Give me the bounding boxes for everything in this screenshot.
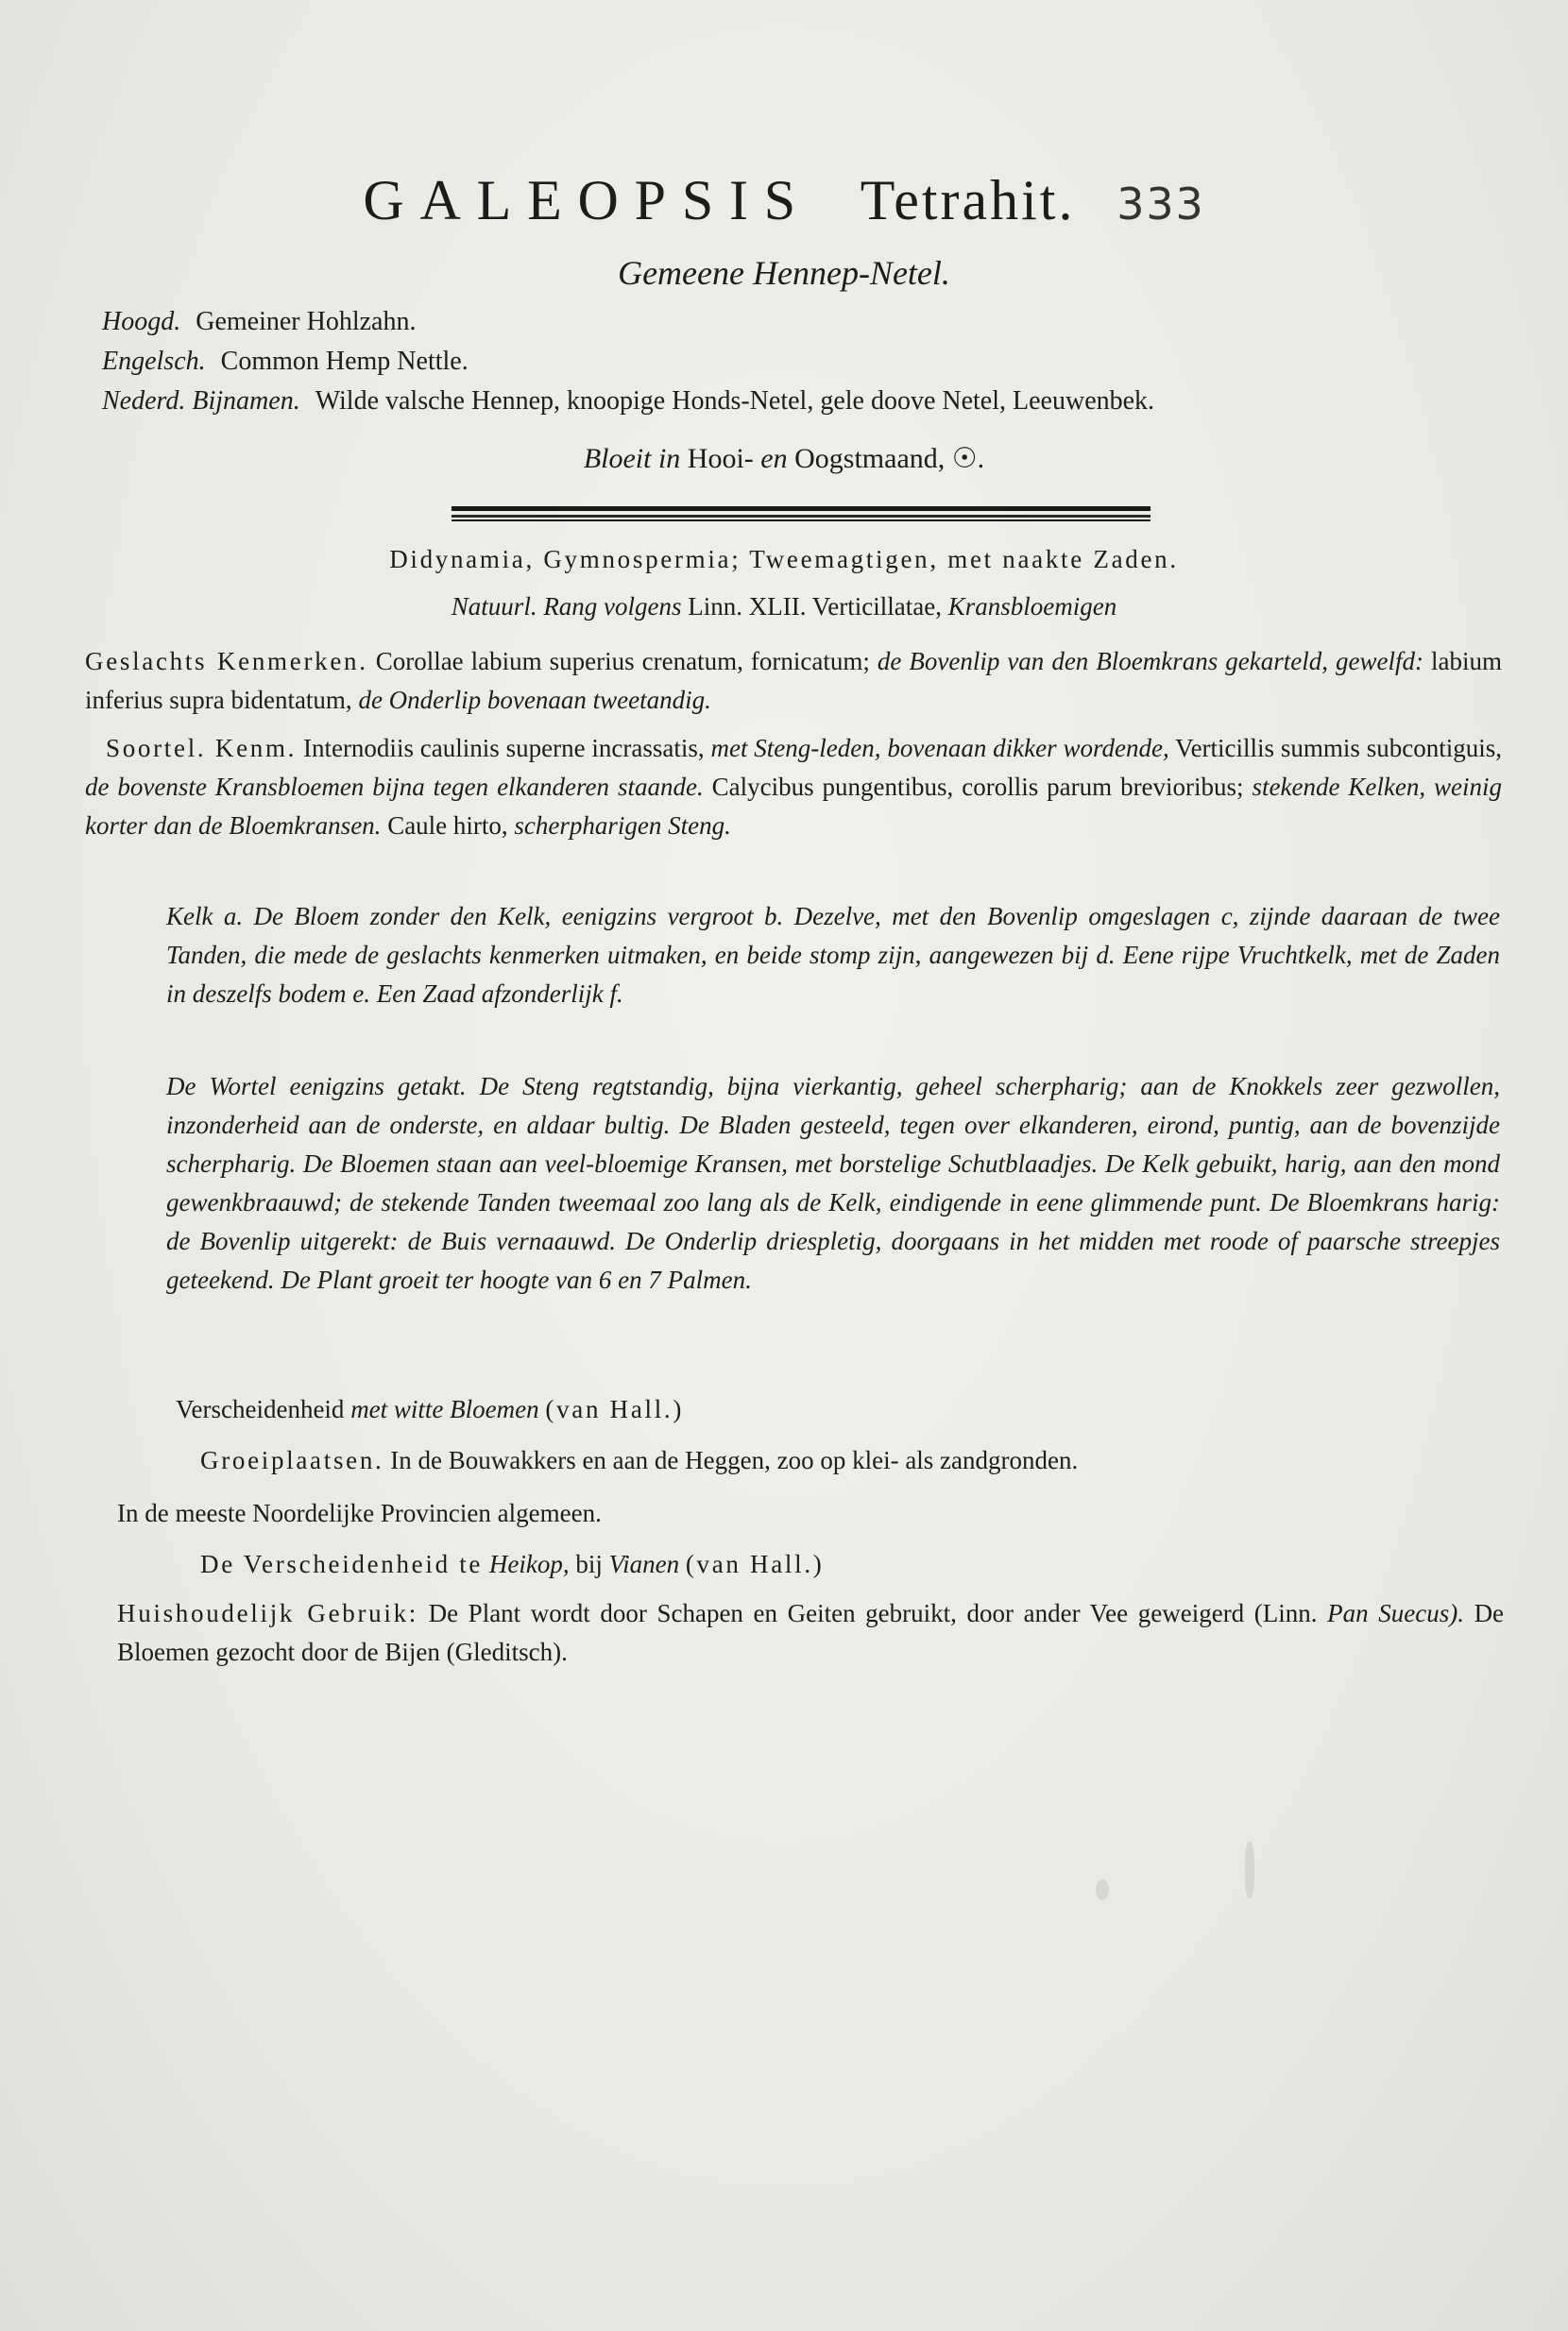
plant-description: De Wortel eenigzins getakt. De Steng regtstandig, bijna vierkantig, geheel scherpharig; aan de Knokkels zeer gezwollen, inzonderheid aan de onderste, en aldaar bultig. De Bladen gesteeld, tegen over elkanderen, eirond, puntig, aan de bovenzijde scherpharig. De Bloemen staan aan veel-bloemige Kransen, met borstelige Schutblaadjes. De Kelk gebuikt, harig, aan den mond gewenkbraauwd; de stekende Tanden tweemaal zoo lang als de Kelk, eindigende in eene glimmende punt. De Bloemkrans harig: de Bovenlip uitgerekt: de Buis vernaauwd. De Onderlip driespletig, doorgaans in het midden met roode of paarsche streepjes geteekend. De Plant groeit ter hoogte van 6 en 7 Palmen. <box>166 1072 1500 1294</box>
variety-habitat-ref: (van Hall.) <box>685 1550 825 1578</box>
variety-text: met witte Bloemen <box>350 1395 539 1423</box>
genus-name: GALEOPSIS <box>363 169 811 231</box>
bloom-line <box>0 442 1568 475</box>
variety-habitat-label: De Verscheidenheid te <box>200 1550 484 1578</box>
species-chars-label: Soortel. Kenm. <box>106 734 298 762</box>
species-chars-p4-italic: scherpharigen Steng. <box>514 811 731 840</box>
species-chars-p2: Verticillis summis subcontiguis, <box>1175 734 1502 762</box>
bloom-month-a: Hooi- <box>687 443 754 474</box>
page-title <box>0 168 1568 233</box>
name-row <box>102 302 1481 342</box>
annual-symbol: ☉. <box>951 443 985 474</box>
use-text2: De Bloemen gezocht door de Bijen (Gleditsch). <box>117 1599 1505 1666</box>
variety-habitat-place1: Heikop, <box>488 1550 570 1578</box>
genus-chars-label: Geslachts Kenmerken. <box>85 647 368 675</box>
paper-stain <box>1245 1842 1254 1898</box>
variety-line <box>176 1390 1498 1429</box>
vernacular-names <box>102 302 1481 421</box>
species-chars-p4: Caule hirto, <box>387 811 508 840</box>
class-line: Didynamia, Gymnospermia; Tweemagtigen, met naakte Zaden. <box>389 545 1179 573</box>
rank-label: Natuurl. Rang volgens <box>451 592 682 621</box>
name-value: Common Hemp Nettle. <box>220 347 469 376</box>
name-label: Hoogd. <box>102 307 181 336</box>
dutch-name: Gemeene Hennep-Netel. <box>618 254 950 292</box>
rank-value: Linn. XLII. Verticillatae, <box>688 592 942 621</box>
habitat-line <box>200 1441 1504 1480</box>
species-chars-p1: Internodiis caulinis superne incrassatis, <box>302 734 705 762</box>
species-characters <box>85 729 1502 845</box>
bloom-month-b: Oogstmaand, <box>794 443 946 474</box>
use-label: Huishoudelijk Gebruik: <box>117 1599 418 1627</box>
habitat-label: Groeiplaatsen. <box>200 1446 384 1474</box>
genus-chars-text-italic: de Bovenlip van den Bloemkrans gekarteld, gewelfd: <box>877 647 1423 675</box>
habitat-provinces: In de meeste Noordelijke Provincien algemeen. <box>117 1499 602 1527</box>
habitat-text: In de Bouwakkers en aan de Heggen, zoo op klei- als zandgronden. <box>390 1446 1079 1474</box>
species-chars-p3: Calycibus pungentibus, corollis parum brevioribus; <box>711 773 1244 801</box>
name-row <box>102 342 1481 382</box>
household-use <box>117 1594 1504 1672</box>
variety-ref: (van Hall.) <box>545 1395 685 1423</box>
divider-rule <box>452 506 1150 521</box>
genus-chars-text2: labium inferius supra bidentatum, <box>85 647 1503 714</box>
genus-chars-text2-italic: de Onderlip bovenaan tweetandig. <box>358 686 711 714</box>
plate-number: 333 <box>1116 179 1205 230</box>
name-label: Nederd. Bijnamen. <box>102 386 300 416</box>
name-row <box>102 382 1481 421</box>
species-name: Tetrahit. <box>860 169 1076 231</box>
variety-label: Verscheidenheid <box>176 1395 345 1423</box>
genus-chars-text: Corollae labium superius crenatum, fornicatum; <box>375 647 870 675</box>
species-chars-p1-italic: met Steng-leden, bovenaan dikker wordende, <box>710 734 1169 762</box>
use-text: De Plant wordt door Schapen en Geiten gebruikt, door ander Vee geweigerd (Linn. <box>428 1599 1318 1627</box>
species-chars-p2-italic: de bovenste Kransbloemen bijna tegen elkanderen staande. <box>85 773 704 801</box>
use-text-italic: Pan Suecus). <box>1327 1599 1464 1627</box>
paper-stain <box>1096 1880 1109 1900</box>
species-chars-p3-italic: stekende Kelken, weinig korter dan de Bloemkransen. <box>85 773 1503 840</box>
variety-habitat-place2: Vianen <box>608 1550 680 1578</box>
name-label: Engelsch. <box>102 347 206 376</box>
bloom-en: en <box>760 443 788 474</box>
variety-habitat-line <box>200 1545 1504 1584</box>
name-value: Wilde valsche Hennep, knoopige Honds-Netel, gele doove Netel, Leeuwenbek. <box>315 386 1155 416</box>
natural-rank <box>85 587 1483 626</box>
name-value: Gemeiner Hohlzahn. <box>196 307 417 336</box>
variety-habitat-mid: bij <box>575 1550 603 1578</box>
bloom-label: Bloeit in <box>583 443 681 474</box>
genus-characters <box>85 642 1502 720</box>
rank-dutch: Kransbloemigen <box>947 592 1117 621</box>
figure-explanation: Kelk a. De Bloem zonder den Kelk, eenigzins vergroot b. Dezelve, met den Bovenlip omgeslagen c, zijnde daaraan de twee Tanden, die mede de geslachts kenmerken uitmaken, en beide stomp zijn, aangewezen bij d. Eene rijpe Vruchtkelk, met de Zaden in deszelfs bodem e. Een Zaad afzonderlijk f. <box>166 902 1500 1008</box>
